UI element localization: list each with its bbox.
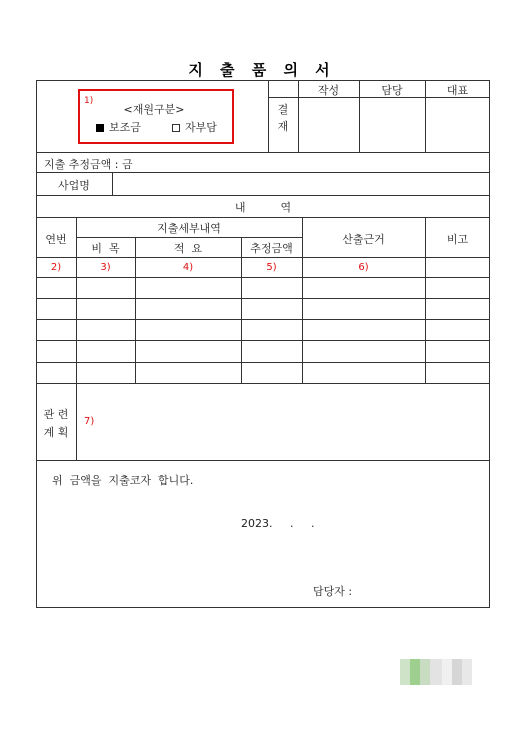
estimated-amount-label: 지출 추정금액 : 금 [44,158,133,171]
marker-summary: 4) [182,262,194,273]
divider [36,172,490,173]
divider [36,319,490,320]
related-plan-label-bottom: 계 획 [43,426,69,439]
details-section-title: 내 역 [234,201,292,214]
divider [76,237,302,238]
divider [36,217,490,218]
approval-col-writer: 작성 [317,84,340,97]
col-header-calculation-basis: 산출근거 [342,233,385,246]
divider [241,237,242,383]
col-header-estimated-amount: 추정금액 [250,242,293,255]
related-plan-label-top: 관 련 [43,408,69,421]
col-header-note: 비고 [446,233,469,246]
marker-basis: 6) [358,262,369,273]
request-sentence: 위 금액을 지출코자 합니다. [52,474,194,487]
marker-related-plan: 7) [84,416,95,427]
checkbox-checked-icon [96,124,104,132]
option-subsidy-label: 보조금 [109,121,141,134]
divider [36,277,490,278]
divider [36,257,490,258]
col-header-number: 연번 [45,233,67,246]
approval-label-bottom: 재 [277,120,289,133]
divider [36,298,490,299]
divider [36,195,490,196]
divider [112,172,113,195]
marker-number: 2) [50,262,62,273]
option-self-funded-label: 자부담 [185,121,217,134]
blurred-watermark [400,659,480,685]
divider [36,362,490,363]
col-header-item: 비 목 [91,242,120,255]
checkbox-empty-icon [172,124,180,132]
divider [135,237,136,383]
project-name-label: 사업명 [58,179,90,192]
approval-col-ceo: 대표 [446,84,469,97]
document-title: 지 출 품 의 서 [188,61,336,79]
col-header-expense-details: 지출세부내역 [157,222,221,235]
divider [36,152,490,153]
funding-heading: <재원구분> [123,103,185,116]
option-subsidy[interactable] [96,119,141,135]
signer-label: 담당자 : [313,585,353,598]
divider [36,340,490,341]
approval-col-manager: 담당 [381,84,403,97]
col-header-summary: 적 요 [173,242,203,255]
marker-item: 3) [100,262,111,273]
divider [36,383,490,384]
divider [36,460,490,461]
marker-amount: 5) [266,262,277,273]
approval-label-top: 결 [277,103,289,116]
request-date: 2023. . . [241,517,315,530]
option-self-funded[interactable] [172,119,217,135]
funding-marker: 1) [84,96,94,106]
